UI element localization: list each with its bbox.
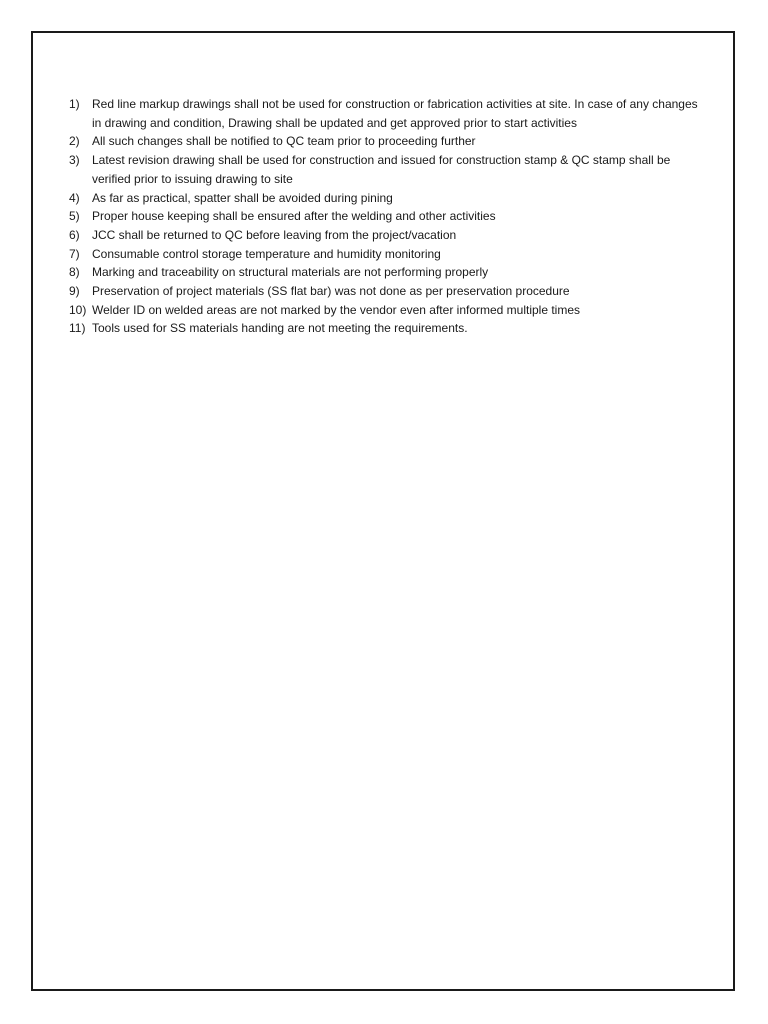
list-item (69, 282, 709, 301)
document-page (31, 31, 735, 991)
item-text: All such changes shall be notified to QC team prior to proceeding further (92, 134, 476, 149)
list-item (69, 151, 709, 188)
list-item (69, 207, 709, 226)
item-number: 7) (69, 246, 80, 261)
item-text: JCC shall be returned to QC before leaving from the project/vacation (92, 227, 457, 242)
list-item (69, 226, 709, 245)
list-item (69, 319, 709, 338)
item-text: Welder ID on welded areas are not marked by the vendor even after informed multiple times (92, 302, 581, 317)
list-item (69, 245, 709, 264)
list-item (69, 95, 709, 132)
list-item (69, 189, 709, 208)
item-text: Latest revision drawing shall be used for construction and issued for construction stamp & QC stamp shall be verified prior to issuing drawing to site (92, 153, 671, 186)
item-number: 6) (69, 227, 80, 242)
item-text: Red line markup drawings shall not be used for construction or fabrication activities at site. In case of any changes in drawing and condition, Drawing shall be updated and get approved prior to start activities (92, 97, 698, 130)
item-text: Proper house keeping shall be ensured after the welding and other activities (92, 209, 496, 224)
observations-list (69, 95, 709, 338)
item-text: Consumable control storage temperature and humidity monitoring (92, 246, 441, 261)
item-number: 8) (69, 265, 80, 280)
item-number: 3) (69, 153, 80, 168)
item-text: As far as practical, spatter shall be avoided during pining (92, 190, 393, 205)
item-text: Tools used for SS materials handing are not meeting the requirements. (92, 321, 468, 336)
list-item (69, 263, 709, 282)
item-number: 9) (69, 284, 80, 299)
item-number: 4) (69, 190, 80, 205)
list-item (69, 301, 709, 320)
item-text: Marking and traceability on structural materials are not performing properly (92, 265, 489, 280)
list-item (69, 132, 709, 151)
item-text: Preservation of project materials (SS flat bar) was not done as per preservation procedure (92, 284, 570, 299)
item-number: 5) (69, 209, 80, 224)
item-number: 11) (69, 321, 86, 336)
item-number: 1) (69, 97, 80, 111)
item-number: 10) (69, 302, 87, 317)
item-number: 2) (69, 134, 80, 149)
